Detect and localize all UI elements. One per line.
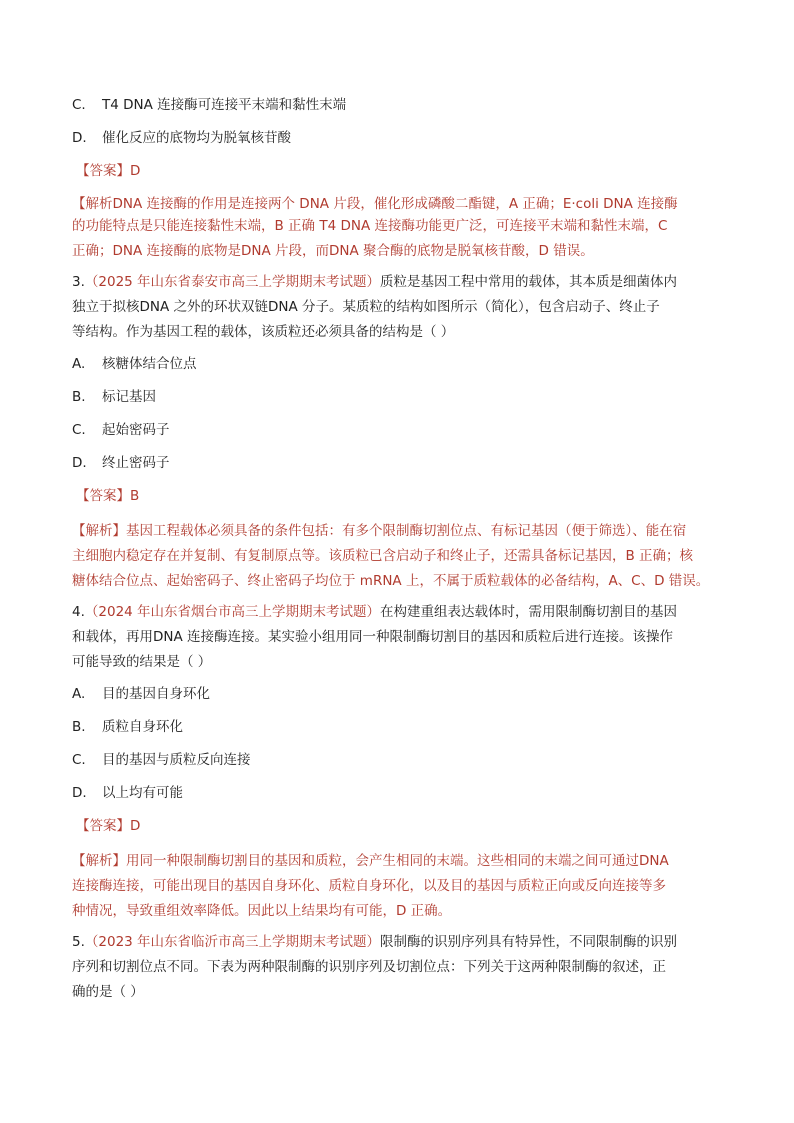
explanation-line: 【解析】用同一种限制酶切割目的基因和质粒，会产生相同的末端。这些相同的末端之间可通过DNA: [72, 853, 669, 869]
q3-option-c: [72, 420, 726, 453]
stem-line: 确的是（ ）: [72, 984, 144, 1000]
option-letter: A.: [72, 356, 86, 372]
q4-answer: 【答案】D: [76, 818, 141, 834]
q3-answer: 【答案】B: [76, 488, 140, 504]
option-letter: D.: [72, 785, 87, 801]
question-number: 3.: [72, 274, 85, 290]
q4-stem: [72, 600, 726, 675]
option-text: 目的基因自身环化: [102, 686, 210, 702]
stem-line: 可能导致的结果是（ ）: [72, 654, 212, 670]
q4-stem-line-1: [72, 600, 726, 625]
option-text: 起始密码子: [102, 422, 170, 438]
question-number: 4.: [72, 604, 85, 620]
q3-stem-line-1: [72, 270, 726, 295]
option-letter: C.: [72, 97, 86, 113]
explanation-line: 糖体结合位点、起始密码子、终止密码子均位于 mRNA 上，不属于质粒载体的必备结构，A、C、D 错误。: [72, 573, 710, 589]
q3-option-b: [72, 387, 726, 420]
q2-answer: 【答案】D: [76, 163, 141, 179]
q4-option-a: [72, 684, 726, 717]
explanation-line: 主细胞内稳定存在并复制、有复制原点等。该质粒已含启动子和终止子，还需具备标记基因，B 正确；核: [72, 548, 694, 564]
stem-line: 和载体，再用DNA 连接酶连接。某实验小组用同一种限制酶切割目的基因和质粒后进行连接。该操作: [72, 629, 674, 645]
q2-option-d: [72, 128, 726, 161]
q4-option-c: [72, 750, 726, 783]
explanation-line: 连接酶连接，可能出现目的基因自身环化、质粒自身环化，以及目的基因与质粒正向或反向连接等多: [72, 878, 666, 894]
q3-option-d: [72, 453, 726, 486]
option-letter: B.: [72, 389, 86, 405]
stem-text: 在构建重组表达载体时，需用限制酶切割目的基因: [380, 604, 678, 620]
q3-stem: [72, 270, 726, 345]
explanation-line: 种情况，导致重组效率降低。因此以上结果均有可能，D 正确。: [72, 903, 452, 919]
stem-text: 质粒是基因工程中常用的载体，其本质是细菌体内: [380, 274, 678, 290]
stem-line: 独立于拟核DNA 之外的环状双链DNA 分子。某质粒的结构如图所示（简化），包含启动子、终止子: [72, 299, 660, 315]
option-text: 以上均有可能: [102, 785, 183, 801]
q3-explanation: [72, 519, 726, 594]
option-letter: C.: [72, 422, 86, 438]
q4-option-b: [72, 717, 726, 750]
option-letter: A.: [72, 686, 86, 702]
option-letter: B.: [72, 719, 86, 735]
question-number: 5.: [72, 934, 85, 950]
q2-option-c: [72, 95, 726, 128]
stem-text: 限制酶的识别序列具有特异性，不同限制酶的识别: [380, 934, 678, 950]
question-source: （2023 年山东省临沂市高三上学期期末考试题）: [84, 934, 381, 950]
option-text: T4 DNA 连接酶可连接平末端和黏性末端: [102, 97, 347, 113]
explanation-line: 的功能特点是只能连接黏性末端，B 正确 T4 DNA 连接酶功能更广泛，可连接平末端和黏性末端，C: [72, 218, 668, 234]
question-source: （2024 年山东省烟台市高三上学期期末考试题）: [84, 604, 381, 620]
explanation-line: 【解析】基因工程载体必须具备的条件包括：有多个限制酶切割位点、有标记基因（便于筛选）、能在宿: [72, 523, 687, 539]
option-text: 质粒自身环化: [102, 719, 183, 735]
q4-option-d: [72, 783, 726, 816]
option-letter: D.: [72, 130, 87, 146]
stem-line: 序列和切割位点不同。下表为两种限制酶的识别序列及切割位点：下列关于这两种限制酶的叙述，正: [72, 959, 666, 975]
option-text: 目的基因与质粒反向连接: [102, 752, 251, 768]
q5-stem-line-1: [72, 930, 726, 955]
q5-stem: [72, 930, 726, 1005]
option-text: 催化反应的底物均为脱氧核苷酸: [102, 130, 291, 146]
question-source: （2025 年山东省泰安市高三上学期期末考试题）: [84, 274, 381, 290]
option-text: 核糖体结合位点: [102, 356, 197, 372]
document-page: [72, 95, 726, 1005]
q3-option-a: [72, 354, 726, 387]
q4-explanation: [72, 849, 726, 924]
explanation-line: 【解析DNA 连接酶的作用是连接两个 DNA 片段，催化形成磷酸二酯键，A 正确；E·coli DNA 连接酶: [72, 196, 678, 212]
explanation-line: 正确；DNA 连接酶的底物是DNA 片段，而DNA 聚合酶的底物是脱氧核苷酸，D 错误。: [72, 243, 594, 259]
option-text: 标记基因: [102, 389, 156, 405]
option-letter: C.: [72, 752, 86, 768]
q2-explanation: [72, 194, 726, 264]
option-text: 终止密码子: [102, 455, 170, 471]
option-letter: D.: [72, 455, 87, 471]
stem-line: 等结构。作为基因工程的载体，该质粒还必须具备的结构是（ ）: [72, 324, 455, 340]
